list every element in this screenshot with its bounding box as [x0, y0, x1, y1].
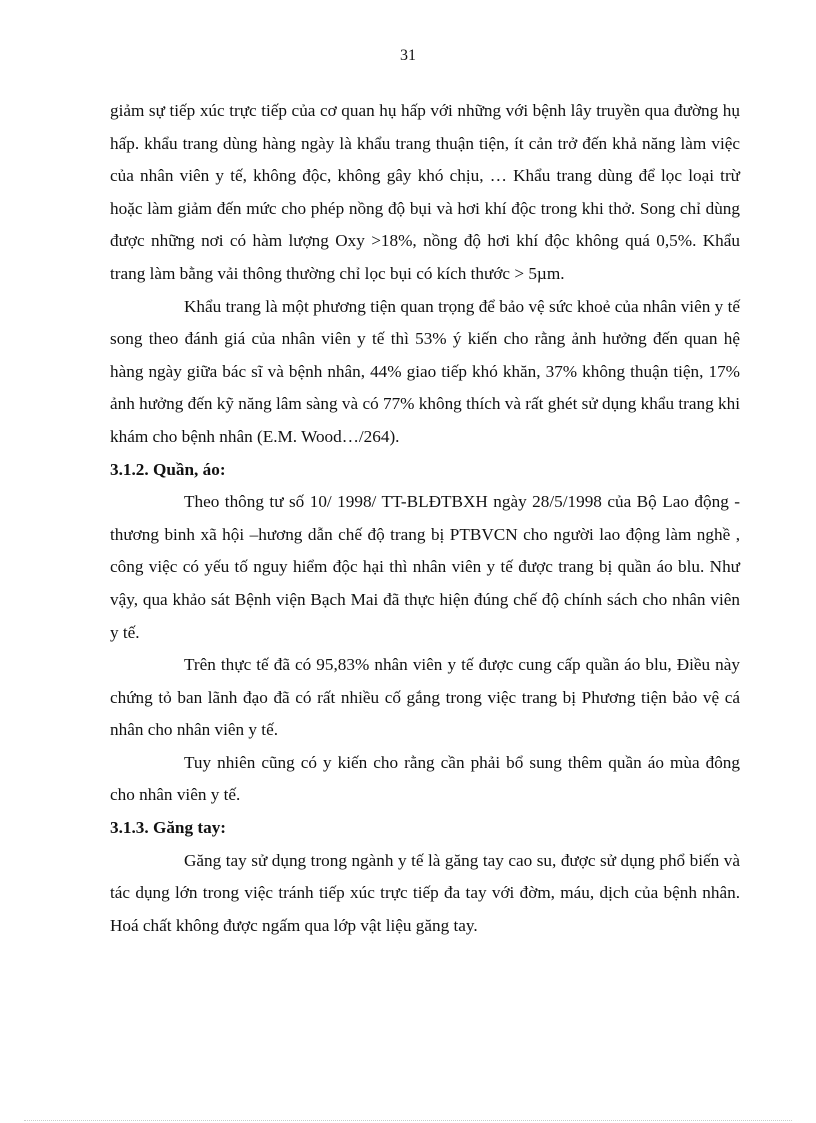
paragraph: Trên thực tế đã có 95,83% nhân viên y tế được cung cấp quần áo blu, Điều này chứng tỏ ban lãnh đạo đã có rất nhiều cố gắng trong việc trang bị Phương tiện bảo vệ cá nhân cho nhân viên y tế.: [110, 655, 740, 740]
paragraph: Găng tay sử dụng trong ngành y tế là găng tay cao su, được sử dụng phổ biến và tác dụng lớn trong việc tránh tiếp xúc trực tiếp đa tay với đờm, máu, dịch của bệnh nhân. Hoá chất không được ngấm qua lớp vật liệu găng tay.: [110, 850, 740, 935]
page-bottom-divider: [24, 1120, 792, 1121]
page-number: 31: [400, 47, 416, 64]
section-heading-clothing: 3.1.2. Quần, áo:: [110, 459, 226, 479]
paragraph: Theo thông tư số 10/ 1998/ TT-BLĐTBXH ngày 28/5/1998 của Bộ Lao động - thương binh xã hội –hương dẫn chế độ trang bị PTBVCN cho người lao động làm nghề , công việc có yếu tố nguy hiểm độc hại thì nhân viên y tế được trang bị quần áo blu. Như vậy, qua khảo sát Bệnh viện Bạch Mai đã thực hiện đúng chế độ chính sách cho nhân viên y tế.: [110, 492, 740, 642]
paragraph: Tuy nhiên cũng có y kiến cho rằng cần phải bổ sung thêm quần áo mùa đông cho nhân viên y tế.: [110, 752, 740, 805]
paragraph-continuation: giảm sự tiếp xúc trực tiếp của cơ quan hụ hấp với những với bệnh lây truyền qua đường hụ hấp. khẩu trang dùng hàng ngày là khẩu trang thuận tiện, ít cản trở đến khả năng làm việc của nhân viên y tế, không độc, không gây khó chịu, … Khẩu trang dùng để lọc loại trừ hoặc làm giảm đến mức cho phép nồng độ bụi và hơi khí độc trong khi thở. Song chỉ dùng được những nơi có hàm lượng Oxy >18%, nồng độ hơi khí độc không quá 0,5%. Khẩu trang làm bằng vải thông thường chỉ lọc bụi có kích thước > 5µm.: [110, 101, 740, 283]
document-body: [110, 95, 740, 942]
paragraph: Khẩu trang là một phương tiện quan trọng để bảo vệ sức khoẻ của nhân viên y tế song theo đánh giá của nhân viên y tế thì 53% ý kiến cho rằng ảnh hưởng đến quan hệ hàng ngày giữa bác sĩ và bệnh nhân, 44% giao tiếp khó khăn, 37% không thuận tiện, 17% ảnh hưởng đến kỹ năng lâm sàng và có 77% không thích và rất ghét sử dụng khẩu trang khi khám cho bệnh nhân (E.M. Wood…/264).: [110, 296, 740, 446]
section-heading-gloves: 3.1.3. Găng tay:: [110, 818, 227, 838]
